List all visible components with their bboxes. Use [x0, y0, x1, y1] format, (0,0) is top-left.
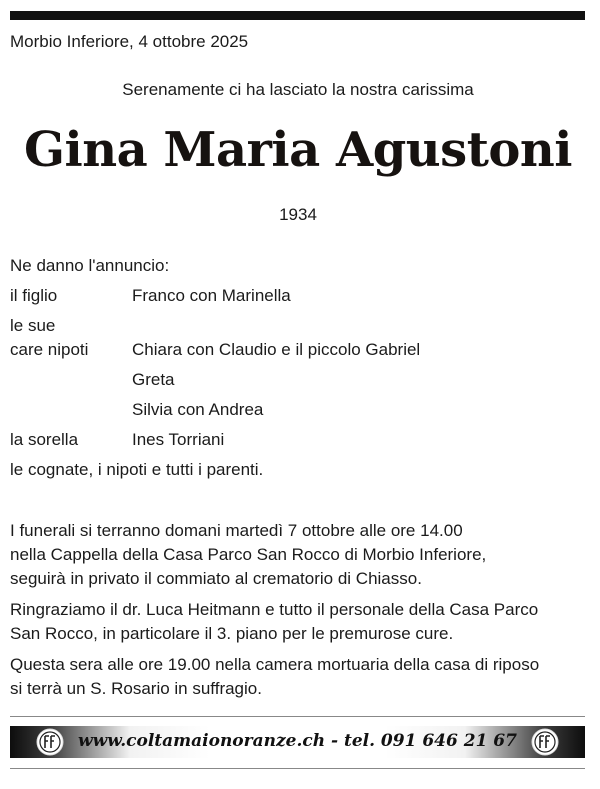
announcement-closing: le cognate, i nipoti e tutti i parenti. [10, 460, 264, 479]
paragraph-line: seguirà in privato il commiato al crematorio di Chiasso. [10, 569, 422, 588]
birth-year: 1934 [279, 205, 317, 224]
funeral-home-emblem-icon [531, 728, 559, 756]
divider [10, 716, 585, 717]
rosary-paragraph [10, 653, 590, 701]
relative-names: Franco con Marinella [132, 286, 291, 305]
paragraph-line: si terrà un S. Rosario in suffragio. [10, 679, 262, 698]
funeral-paragraph [10, 519, 590, 591]
relative-names: Silvia con Andrea [132, 400, 264, 419]
relative-relation: le sue [10, 316, 56, 335]
paragraph-line: I funerali si terranno domani martedì 7 ottobre alle ore 14.00 [10, 521, 463, 540]
relative-relation: la sorella [10, 430, 79, 449]
relative-relation: il figlio [10, 286, 58, 305]
footer-bar [10, 726, 585, 758]
top-rule [10, 11, 585, 20]
relative-names: Greta [132, 370, 175, 389]
thanks-paragraph [10, 598, 590, 646]
place-date: Morbio Inferiore, 4 ottobre 2025 [10, 32, 249, 51]
paragraph-line: San Rocco, in particolare il 3. piano per le premurose cure. [10, 624, 454, 643]
relative-relation: care nipoti [10, 340, 89, 359]
paragraph-line: Questa sera alle ore 19.00 nella camera mortuaria della casa di riposo [10, 655, 540, 674]
divider [10, 768, 585, 769]
deceased-name: Gina Maria Agustoni [23, 122, 573, 178]
relative-names: Chiara con Claudio e il piccolo Gabriel [132, 340, 421, 359]
intro-text: Serenamente ci ha lasciato la nostra carissima [122, 80, 474, 99]
relative-names: Ines Torriani [132, 430, 225, 449]
announcement-heading: Ne danno l'annuncio: [10, 256, 170, 275]
paragraph-line: Ringraziamo il dr. Luca Heitmann e tutto il personale della Casa Parco [10, 600, 539, 619]
footer-contact: www.coltamaionoranze.ch - tel. 091 646 21 67 [78, 731, 517, 751]
paragraph-line: nella Cappella della Casa Parco San Rocco di Morbio Inferiore, [10, 545, 487, 564]
